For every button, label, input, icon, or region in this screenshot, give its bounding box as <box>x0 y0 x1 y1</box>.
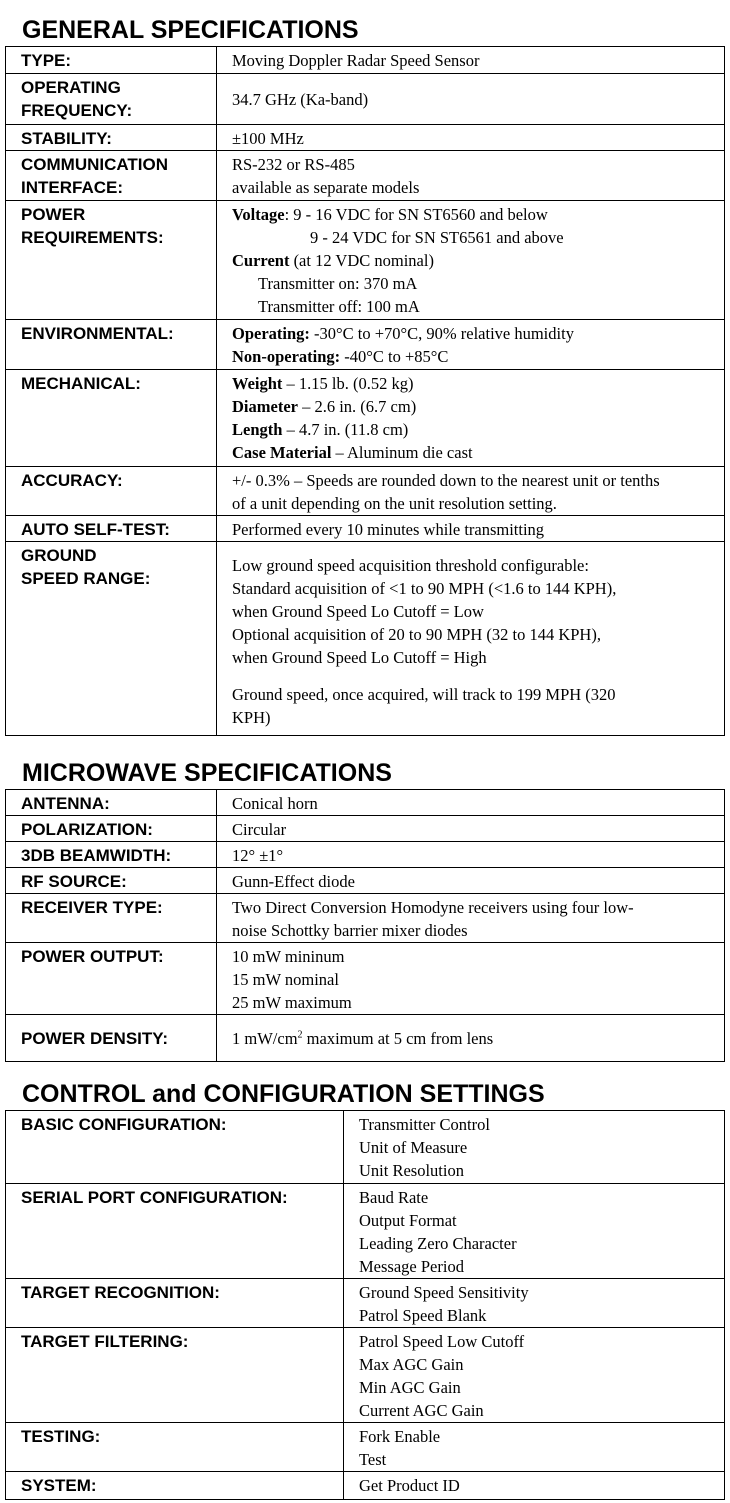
value-line: 9 - 24 VDC for SN ST6561 and above <box>310 228 564 247</box>
label-line: FREQUENCY: <box>21 101 133 120</box>
density-value: 1 mW/cm <box>232 1029 298 1048</box>
spacer <box>232 669 724 683</box>
general-specs-heading: GENERAL SPECIFICATIONS <box>22 16 359 44</box>
settings-item: Fork Enable <box>359 1427 441 1446</box>
spec-label: MECHANICAL: <box>6 370 217 467</box>
spec-value: Circular <box>217 816 725 842</box>
value-line <box>232 203 724 226</box>
spec-label <box>6 74 217 125</box>
spec-value <box>217 151 725 201</box>
value-line <box>232 441 724 464</box>
microwave-specs-heading: MICROWAVE SPECIFICATIONS <box>22 759 392 787</box>
settings-row <box>6 1184 725 1279</box>
settings-items <box>344 1423 725 1472</box>
spec-value: 34.7 GHz (Ka-band) <box>217 74 725 125</box>
spec-row-power-density <box>6 1015 725 1062</box>
settings-label: TARGET FILTERING: <box>6 1328 344 1423</box>
value-line <box>232 418 724 441</box>
current-note: (at 12 VDC nominal) <box>289 251 434 270</box>
settings-item: Leading Zero Character <box>359 1234 517 1253</box>
spec-row-mechanical <box>6 370 725 467</box>
settings-item: Transmitter Control <box>359 1115 490 1134</box>
spec-row-power-output <box>6 943 725 1015</box>
spec-label: RECEIVER TYPE: <box>6 894 217 943</box>
spec-value: Performed every 10 minutes while transmitting <box>217 516 725 542</box>
length-value: – 4.7 in. (11.8 cm) <box>282 420 409 439</box>
spec-value: Gunn-Effect diode <box>217 868 725 894</box>
value-line <box>232 395 724 418</box>
spec-row-power <box>6 201 725 320</box>
spec-value: ±100 MHz <box>217 125 725 151</box>
operating-value: -30°C to +70°C, 90% relative humidity <box>309 324 574 343</box>
settings-item: Unit of Measure <box>359 1138 468 1157</box>
settings-row <box>6 1328 725 1423</box>
spec-label: ACCURACY: <box>6 467 217 516</box>
spec-value <box>217 467 725 516</box>
settings-item: Patrol Speed Low Cutoff <box>359 1332 525 1351</box>
value-line: available as separate models <box>232 178 420 197</box>
settings-item: Baud Rate <box>359 1188 429 1207</box>
current-label: Current <box>232 251 290 270</box>
weight-value: – 1.15 lb. (0.52 kg) <box>282 374 414 393</box>
spec-value: 12° ±1° <box>217 842 725 868</box>
settings-label: TARGET RECOGNITION: <box>6 1279 344 1328</box>
spec-label: POWER DENSITY: <box>6 1015 217 1062</box>
settings-item: Min AGC Gain <box>359 1378 461 1397</box>
case-value: – Aluminum die cast <box>331 443 473 462</box>
label-line: COMMUNICATION <box>21 155 168 174</box>
value-line: when Ground Speed Lo Cutoff = Low <box>232 602 484 621</box>
diameter-value: – 2.6 in. (6.7 cm) <box>297 397 417 416</box>
settings-item: Ground Speed Sensitivity <box>359 1283 529 1302</box>
length-label: Length <box>232 420 283 439</box>
spec-row-ground-speed <box>6 542 725 736</box>
spec-label: ENVIRONMENTAL: <box>6 320 217 370</box>
settings-item: Test <box>359 1450 387 1469</box>
density-exponent: 2 <box>297 1029 303 1041</box>
settings-row <box>6 1111 725 1184</box>
case-label: Case Material <box>232 443 332 462</box>
settings-row <box>6 1279 725 1328</box>
spec-label <box>6 201 217 320</box>
spec-value <box>217 894 725 943</box>
spec-value <box>217 370 725 467</box>
value-line: Transmitter on: 370 mA <box>258 274 418 293</box>
settings-row <box>6 1472 725 1500</box>
spec-row-frequency <box>6 74 725 125</box>
voltage-value: : 9 - 16 VDC for SN ST6560 and below <box>284 205 548 224</box>
control-settings-heading: CONTROL and CONFIGURATION SETTINGS <box>22 1080 545 1108</box>
value-line: Transmitter off: 100 mA <box>258 297 420 316</box>
density-suffix: maximum at 5 cm from lens <box>302 1029 494 1048</box>
spec-label: POWER OUTPUT: <box>6 943 217 1015</box>
value-line <box>232 322 724 345</box>
spec-row-accuracy <box>6 467 725 516</box>
label-line: REQUIREMENTS: <box>21 228 164 247</box>
value-line: +/- 0.3% – Speeds are rounded down to the nearest unit or tenths <box>232 471 660 490</box>
value-line: 25 mW maximum <box>232 993 352 1012</box>
spec-label <box>6 542 217 736</box>
settings-item: Output Format <box>359 1211 457 1230</box>
settings-item: Patrol Speed Blank <box>359 1306 487 1325</box>
settings-items <box>344 1111 725 1184</box>
settings-item: Get Product ID <box>359 1476 460 1495</box>
settings-item: Max AGC Gain <box>359 1355 464 1374</box>
spec-label: RF SOURCE: <box>6 868 217 894</box>
spec-label: TYPE: <box>6 47 217 74</box>
spec-row-rf-source <box>6 868 725 894</box>
value-line: KPH) <box>232 708 271 727</box>
spec-row-receiver <box>6 894 725 943</box>
spec-row-polarization <box>6 816 725 842</box>
label-line: POWER <box>21 205 86 224</box>
value-line: when Ground Speed Lo Cutoff = High <box>232 648 487 667</box>
value-line: RS-232 or RS-485 <box>232 155 355 174</box>
value-line: Ground speed, once acquired, will track to 199 MPH (320 <box>232 685 616 704</box>
settings-label: SYSTEM: <box>6 1472 344 1500</box>
spec-value <box>217 201 725 320</box>
spec-value: Moving Doppler Radar Speed Sensor <box>217 47 725 74</box>
spec-row-self-test <box>6 516 725 542</box>
control-settings-table <box>5 1110 725 1500</box>
spec-label: STABILITY: <box>6 125 217 151</box>
settings-item: Unit Resolution <box>359 1161 464 1180</box>
spec-value <box>217 943 725 1015</box>
settings-items <box>344 1328 725 1423</box>
settings-label: TESTING: <box>6 1423 344 1472</box>
label-line: OPERATING <box>21 78 121 97</box>
spec-value: Conical horn <box>217 790 725 816</box>
microwave-specs-table <box>5 789 725 1062</box>
label-line: INTERFACE: <box>21 178 123 197</box>
value-line: of a unit depending on the unit resolution setting. <box>232 494 557 513</box>
spec-label: AUTO SELF-TEST: <box>6 516 217 542</box>
spec-row-communication <box>6 151 725 201</box>
value-line: Two Direct Conversion Homodyne receivers using four low- <box>232 898 634 917</box>
settings-label: SERIAL PORT CONFIGURATION: <box>6 1184 344 1279</box>
value-line: 15 mW nominal <box>232 970 339 989</box>
spec-label: ANTENNA: <box>6 790 217 816</box>
operating-label: Operating: <box>232 324 310 343</box>
spec-row-type <box>6 47 725 74</box>
value-line: noise Schottky barrier mixer diodes <box>232 921 468 940</box>
label-line: SPEED RANGE: <box>21 569 151 588</box>
settings-label: BASIC CONFIGURATION: <box>6 1111 344 1184</box>
settings-row <box>6 1423 725 1472</box>
spec-label: 3DB BEAMWIDTH: <box>6 842 217 868</box>
settings-item: Current AGC Gain <box>359 1401 484 1420</box>
spec-label <box>6 151 217 201</box>
value-line: 10 mW mininum <box>232 947 345 966</box>
spec-value <box>217 1015 725 1062</box>
spec-value <box>217 542 725 736</box>
settings-items <box>344 1472 725 1500</box>
spec-value <box>217 320 725 370</box>
value-line: Optional acquisition of 20 to 90 MPH (32 to 144 KPH), <box>232 625 601 644</box>
general-specs-table <box>5 46 725 736</box>
voltage-label: Voltage <box>232 205 285 224</box>
value-line <box>232 249 724 272</box>
spec-label: POLARIZATION: <box>6 816 217 842</box>
non-operating-label: Non-operating: <box>232 347 341 366</box>
spec-row-beamwidth <box>6 842 725 868</box>
value-line <box>232 372 724 395</box>
spec-row-environmental <box>6 320 725 370</box>
non-operating-value: -40°C to +85°C <box>340 347 449 366</box>
settings-items <box>344 1184 725 1279</box>
spec-row-stability <box>6 125 725 151</box>
value-line <box>232 345 724 368</box>
value-line: Low ground speed acquisition threshold configurable: <box>232 556 589 575</box>
spec-row-antenna <box>6 790 725 816</box>
weight-label: Weight <box>232 374 283 393</box>
diameter-label: Diameter <box>232 397 298 416</box>
value-line: Standard acquisition of <1 to 90 MPH (<1.6 to 144 KPH), <box>232 579 617 598</box>
settings-items <box>344 1279 725 1328</box>
label-line: GROUND <box>21 546 97 565</box>
settings-item: Message Period <box>359 1257 464 1276</box>
